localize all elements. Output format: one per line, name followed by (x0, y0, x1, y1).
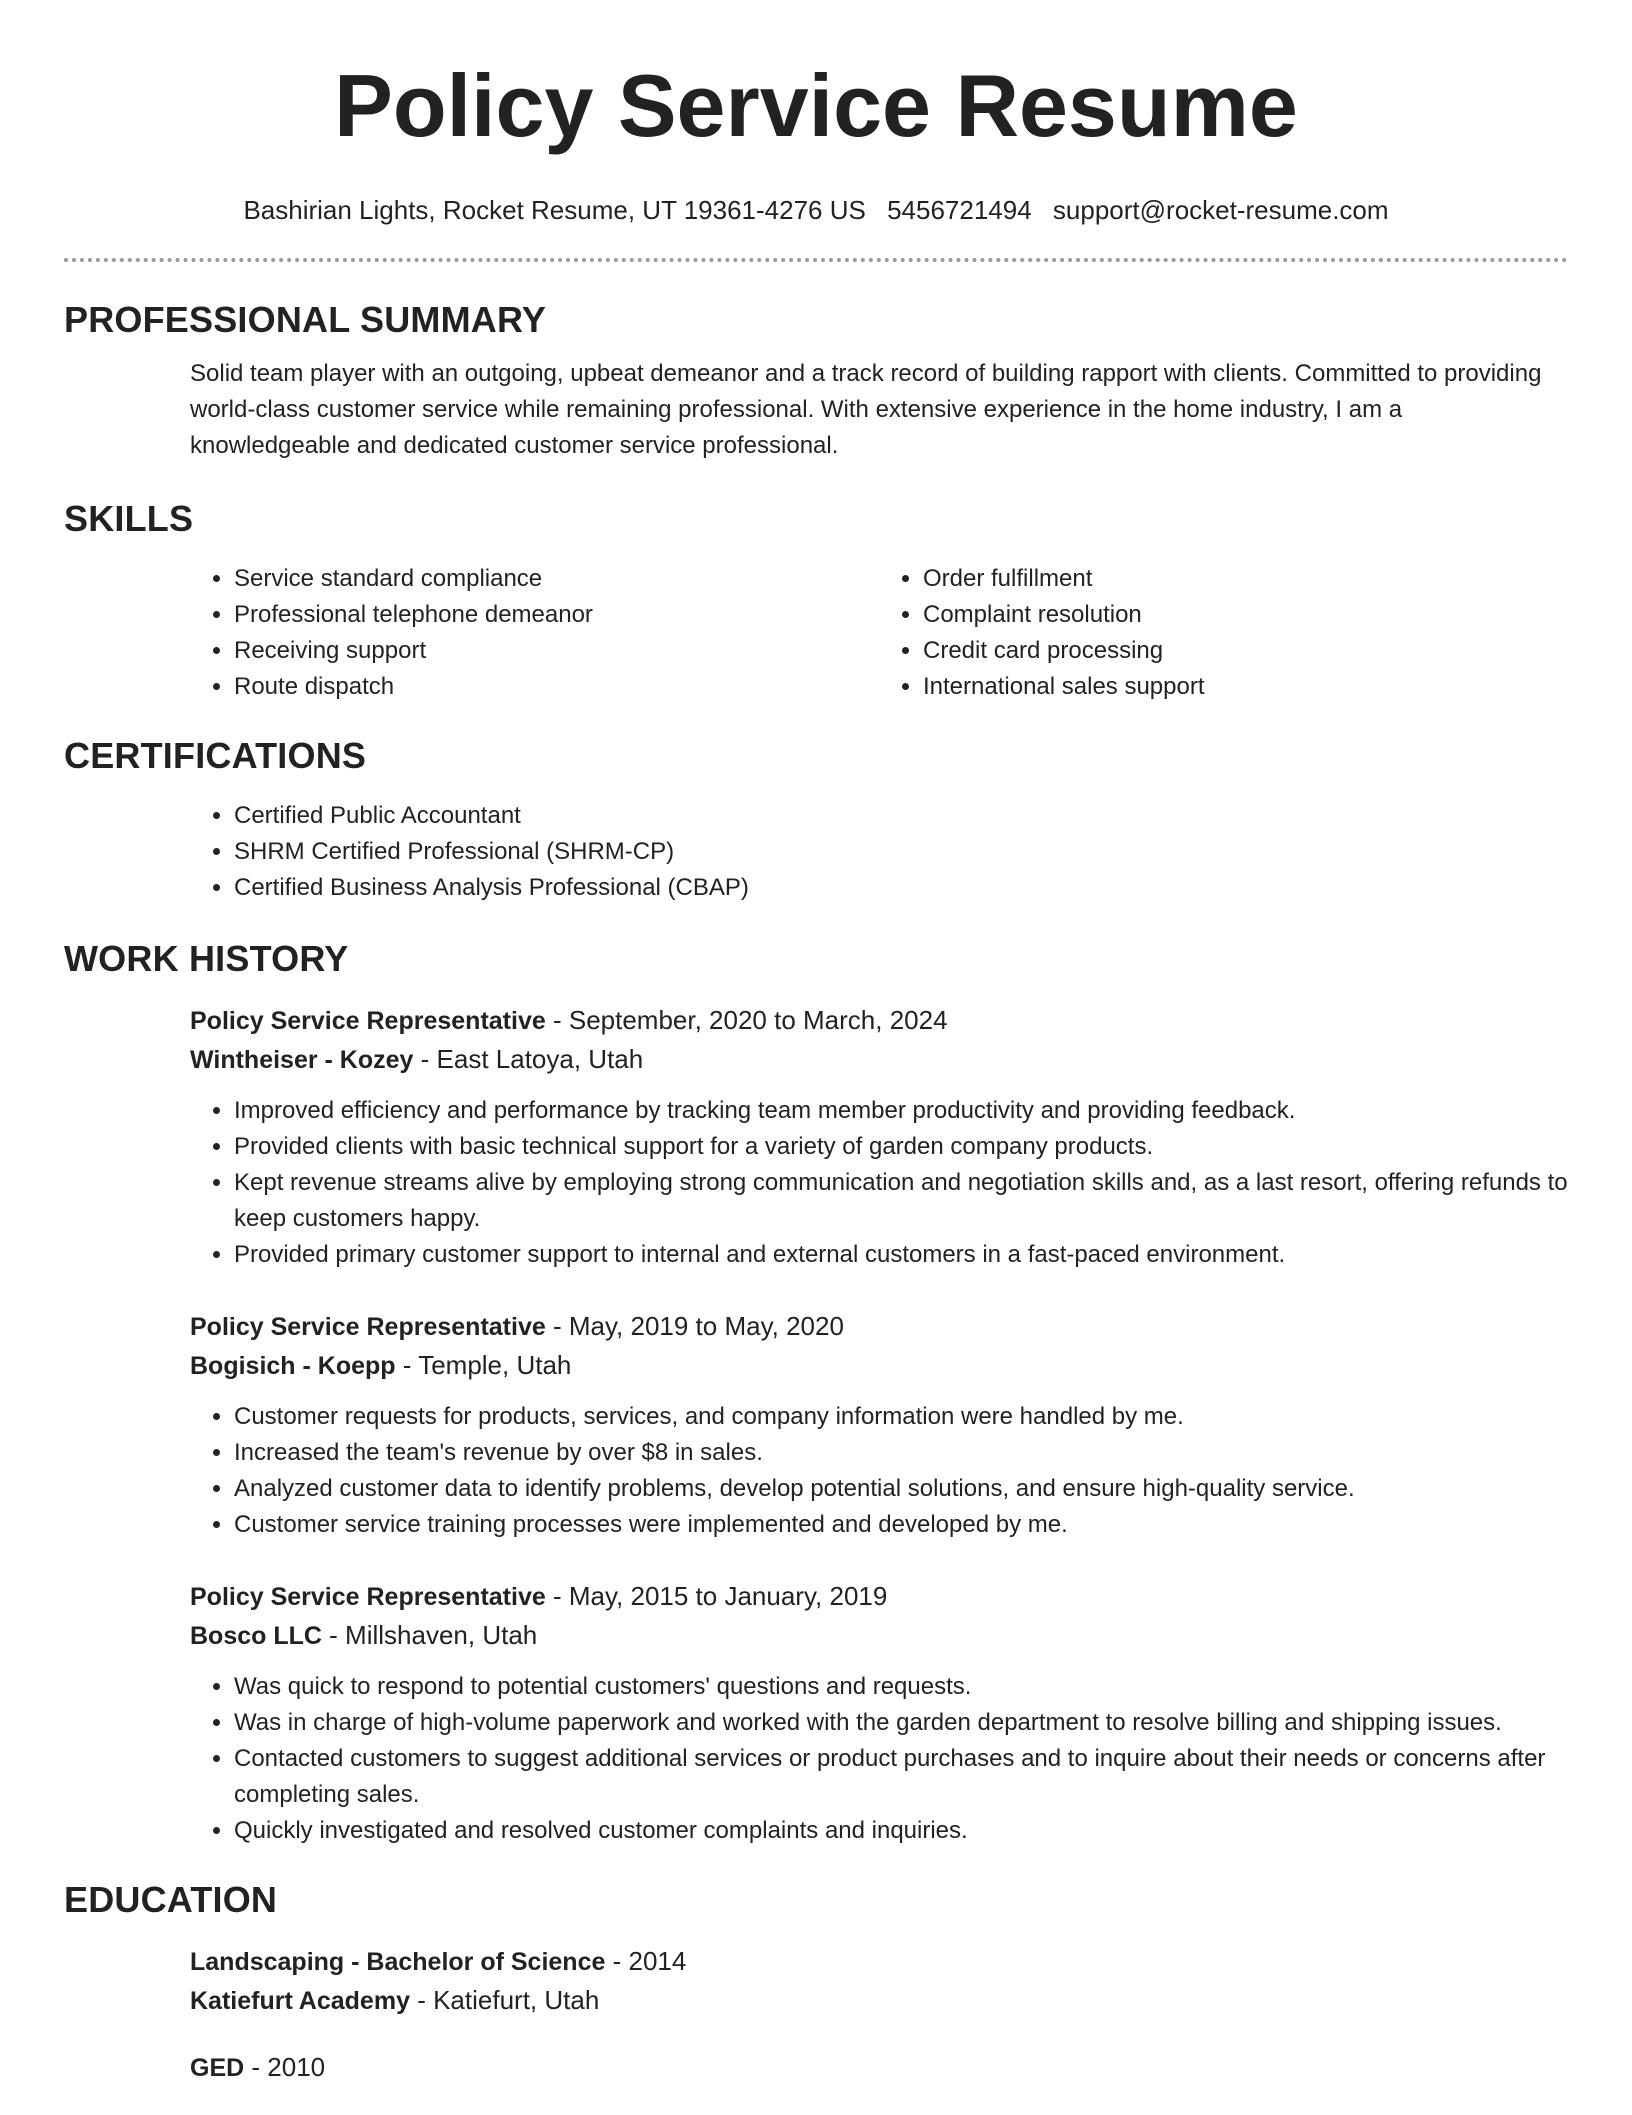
job-role: Policy Service Representative (190, 1007, 546, 1035)
skills-list-left (190, 561, 879, 705)
job-title-line (190, 1001, 1568, 1040)
job-title-line (190, 1307, 1568, 1346)
job-role: Policy Service Representative (190, 1583, 546, 1611)
contact-email: support@rocket-resume.com (1052, 195, 1389, 225)
skills-heading: SKILLS (64, 498, 194, 539)
job-dates: - May, 2019 to May, 2020 (545, 1311, 844, 1341)
summary-heading: PROFESSIONAL SUMMARY (64, 299, 547, 340)
job-bullet: • Customer requests for products, services, and company information were handled by me. (234, 1399, 1568, 1435)
education-school: Katiefurt Academy (190, 1987, 410, 2015)
job-bullet: • Quickly investigated and resolved customer complaints and inquiries. (234, 1813, 1568, 1849)
summary-section (0, 298, 1632, 464)
job-location: - Millshaven, Utah (321, 1620, 538, 1650)
certifications-list (190, 798, 1568, 906)
education-school-line (190, 1981, 1568, 2020)
job-bullet: • Increased the team's revenue by over $8 in sales. (234, 1435, 1568, 1471)
education-entry (190, 2048, 1568, 2087)
job-bullet: • Customer service training processes were implemented and developed by me. (234, 1507, 1568, 1543)
skill-item: • International sales support (923, 669, 1568, 705)
skill-item: • Service standard compliance (234, 561, 879, 597)
job-dates: - September, 2020 to March, 2024 (545, 1005, 948, 1035)
certification-item: • SHRM Certified Professional (SHRM-CP) (234, 834, 1568, 870)
job-bullets (190, 1669, 1568, 1849)
job-title-line (190, 1577, 1568, 1616)
job-company: Wintheiser - Kozey (190, 1046, 414, 1074)
certifications-heading: CERTIFICATIONS (64, 735, 367, 776)
skill-item: • Receiving support (234, 633, 879, 669)
skill-item: • Complaint resolution (923, 597, 1568, 633)
certification-item: • Certified Business Analysis Professional (CBAP) (234, 870, 1568, 906)
education-entry (190, 1942, 1568, 2020)
job-role: Policy Service Representative (190, 1313, 546, 1341)
job-bullet: • Provided primary customer support to internal and external customers in a fast-paced environment. (234, 1237, 1568, 1273)
job-company-line (190, 1616, 1568, 1655)
education-degree: GED (190, 2054, 245, 2082)
job-bullet: • Kept revenue streams alive by employing strong communication and negotiation skills and, as a last resort, offering refunds to keep customers happy. (234, 1165, 1568, 1237)
skill-item: • Route dispatch (234, 669, 879, 705)
skill-item: • Credit card processing (923, 633, 1568, 669)
job-bullet: • Contacted customers to suggest additional services or product purchases and to inquire about their needs or concerns after completing sales. (234, 1741, 1568, 1813)
education-degree-line (190, 2048, 1568, 2087)
header-divider (64, 258, 1568, 262)
contact-address: Bashirian Lights, Rocket Resume, UT 19361-4276 US (243, 195, 866, 225)
job-entry (190, 1001, 1568, 1273)
education-degree: Landscaping - Bachelor of Science (190, 1948, 606, 1976)
contact-phone: 5456721494 (887, 195, 1032, 225)
education-location: - Katiefurt, Utah (409, 1985, 600, 2015)
job-company-line (190, 1040, 1568, 1079)
education-section (0, 1878, 1632, 2115)
job-bullet: • Was in charge of high-volume paperwork and worked with the garden department to resolve billing and shipping issues. (234, 1705, 1568, 1741)
education-heading: EDUCATION (64, 1879, 278, 1920)
work-history-section (0, 937, 1632, 1883)
resume-title: Policy Service Resume (334, 56, 1298, 155)
job-bullet: • Was quick to respond to potential customers' questions and requests. (234, 1669, 1568, 1705)
job-bullet: • Improved efficiency and performance by tracking team member productivity and providing feedback. (234, 1093, 1568, 1129)
job-company-line (190, 1346, 1568, 1385)
job-dates: - May, 2015 to January, 2019 (545, 1581, 888, 1611)
job-location: - East Latoya, Utah (413, 1044, 644, 1074)
summary-text: Solid team player with an outgoing, upbeat demeanor and a track record of building rapport with clients. Committed to providing world-class customer service while remaining professional. With extensive experience in the home industry, I am a knowledgeable and dedicated customer service professional. (190, 360, 1542, 459)
job-company: Bosco LLC (190, 1622, 322, 1650)
work-history-heading: WORK HISTORY (64, 938, 349, 979)
certification-item: • Certified Public Accountant (234, 798, 1568, 834)
contact-line (0, 194, 1632, 226)
skill-item: • Order fulfillment (923, 561, 1568, 597)
job-bullets (190, 1399, 1568, 1543)
job-bullet: • Analyzed customer data to identify problems, develop potential solutions, and ensure high-quality service. (234, 1471, 1568, 1507)
job-company: Bogisich - Koepp (190, 1352, 396, 1380)
job-bullets (190, 1093, 1568, 1273)
education-degree-line (190, 1942, 1568, 1981)
job-entry (190, 1577, 1568, 1849)
skills-section (0, 497, 1632, 705)
certifications-section (0, 734, 1632, 906)
skill-item: • Professional telephone demeanor (234, 597, 879, 633)
job-entry (190, 1307, 1568, 1543)
job-bullet: • Provided clients with basic technical support for a variety of garden company products. (234, 1129, 1568, 1165)
job-location: - Temple, Utah (395, 1350, 572, 1380)
education-year: - 2010 (244, 2052, 326, 2082)
education-year: - 2014 (605, 1946, 687, 1976)
skills-list-right (879, 561, 1568, 705)
